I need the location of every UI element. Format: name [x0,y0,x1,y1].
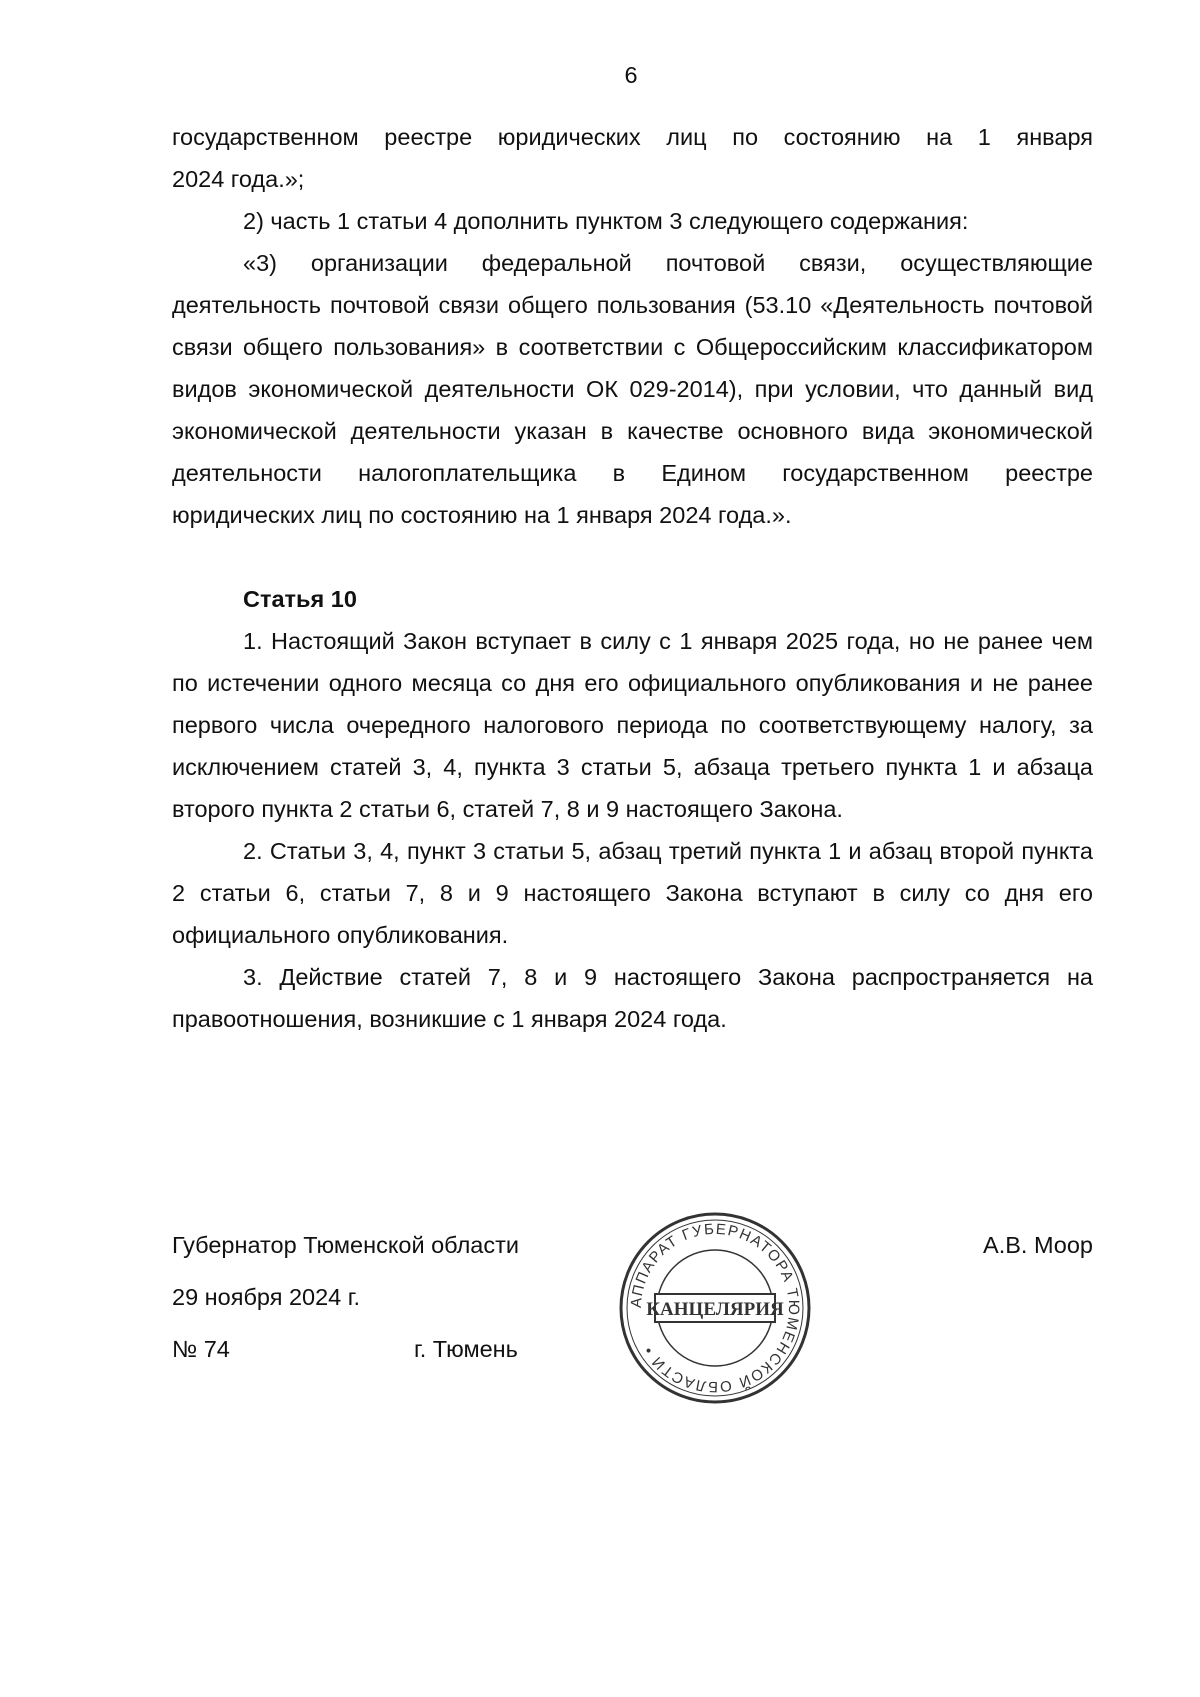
article-item-1: 1. Настоящий Закон вступает в силу с 1 января 2025 года, но не ранее чем по истечении одного месяца со дня его официального опубликования и не ранее первого числа очередного налогового периода по соответствующему налогу, за исключением статей 3, 4, пункта 3 статьи 5, абзаца третьего пункта 1 и абзаца второго пункта 2 статьи 6, статей 7, 8 и 9 настоящего Закона. [172,628,1093,822]
paragraph-amendment-quote: «3) организации федеральной почтовой связи, осуществляющие деятельность почтовой связи общего пользования (53.10 «Деятельность почтовой связи общего пользования» в соответствии с Общероссийским классификатором видов экономической деятельности ОК 029-2014), при условии, что данный вид экономической деятельности указан в качестве основного вида экономической деятельности налогоплательщика в Едином государственном реестре юридических лиц по состоянию на 1 января 2024 года.». [172,250,1093,528]
svg-text:АППАРАТ ГУБЕРНАТОРА ТЮМЕНСКОЙ: АППАРАТ ГУБЕРНАТОРА ТЮМЕНСКОЙ ОБЛАСТИ • [627,1220,803,1396]
signing-date: 29 ноября 2024 г. [172,1284,360,1310]
paragraph-continuation-line: государственном реестре юридических лиц по состоянию на 1 января [172,124,1093,150]
document-body [172,116,1093,1040]
page-number: 6 [624,62,638,88]
signatory-name: А.В. Моор [983,1232,1093,1258]
paragraph-amendment-item-2: 2) часть 1 статьи 4 дополнить пунктом 3 следующего содержания: [243,208,969,234]
stamp-seal-graphic [615,1208,815,1408]
article-title: Статья 10 [243,586,357,612]
paragraph-continuation-end: 2024 года.»; [172,166,305,192]
law-number: № 74 [172,1336,230,1362]
svg-text:КАНЦЕЛЯРИЯ: КАНЦЕЛЯРИЯ [646,1299,784,1320]
article-item-3: 3. Действие статей 7, 8 и 9 настоящего Закона распространяется на правоотношения, возникшие с 1 января 2024 года. [172,964,1093,1032]
signing-city: г. Тюмень [414,1336,518,1362]
signatory-position: Губернатор Тюменской области [172,1232,520,1258]
office-stamp [615,1208,815,1408]
article-item-2: 2. Статьи 3, 4, пункт 3 статьи 5, абзац третий пункта 1 и абзац второй пункта 2 статьи 6, статьи 7, 8 и 9 настоящего Закона вступают в силу со дня его официального опубликования. [172,838,1093,948]
